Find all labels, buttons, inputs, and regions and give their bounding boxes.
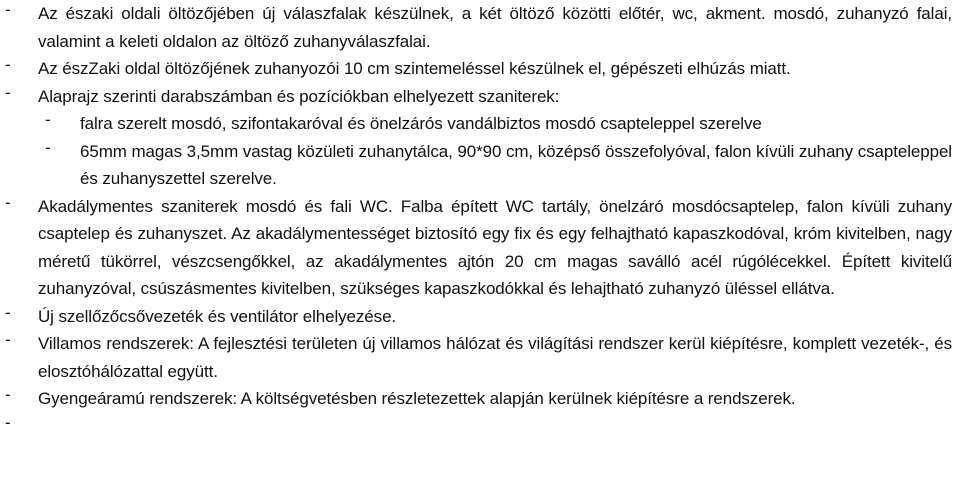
list-item [0,385,960,413]
list-item [0,303,960,331]
list-item-text: 65mm magas 3,5mm vastag közületi zuhanytálca, 90*90 cm, középső összefolyóval, falon kívüli zuhany csapteleppel és zuhanyszettel szerelve. [80,141,952,188]
bullet-dash: - [5,82,11,102]
sub-list-item [0,110,960,138]
list-item [0,55,960,83]
list-item-text: Akadálymentes szaniterek mosdó és fali WC. Falba épített WC tartály, önelzáró mosdócsaptelep, falon kívüli zuhany csaptelep és zuhanyszet. Az akadálymentességet biztosító egy fix és egy felhajtható kapaszkodóval, króm kivitelben, nagy méretű tükörrel, vészcsengőkkel, az akadálymentes ajtón 20 cm magas saválló acél rúgólécekkel. Épített kivitelű zuhanyzóval, csúszásmentes kivitelben, szükséges kapaszkodókkal és lehajtható zuhanyzó üléssel ellátva. [38,196,952,298]
bullet-dash: - [45,137,51,157]
bullet-dash: - [5,55,11,74]
list-item-text [38,413,952,441]
list-item-text: Villamos rendszerek: A fejlesztési területen új villamos hálózat és világítási rendszer kerül kiépítésre, komplett vezeték-, és elosztóhálózattal együtt. [38,334,952,381]
sub-list-item [0,138,960,193]
list-item-text: Új szellőzőcsővezeték és ventilátor elhelyezése. [38,306,397,326]
list-item-text: falra szerelt mosdó, szifontakaróval és önelzárós vandálbiztos mosdó csapteleppel szerelve [80,114,762,133]
bullet-dash: - [5,192,11,212]
bullet-dash: - [5,0,11,19]
list-item-text: Az észZaki oldal öltözőjének zuhanyozói 10 cm szintemeléssel készülnek el, gépészeti elhúzás miatt. [38,59,791,78]
bullet-dash: - [5,302,11,322]
list-item-text: Az északi oldali öltözőjében új válaszfalak készülnek, a két öltöző közötti előtér, wc, akment. mosdó, zuhanyzó falai, valamint a keleti oldalon az öltöző zuhanyválaszfalai. [38,4,952,51]
list-item-text: Gyengeáramú rendszerek: A költségvetésben részletezettek alapján kerülnek kiépítésre a rendszerek. [38,389,796,408]
list-item [0,83,960,111]
list-item [0,0,960,55]
list-item [0,330,960,385]
bullet-dash: - [5,330,11,349]
bullet-dash: - [45,110,51,129]
bullet-dash: - [5,385,11,404]
list-item [0,413,960,441]
list-item-text: Alaprajz szerinti darabszámban és pozíciókban elhelyezett szaniterek: [38,86,560,106]
bullet-dash: - [5,412,11,432]
list-item [0,193,960,303]
